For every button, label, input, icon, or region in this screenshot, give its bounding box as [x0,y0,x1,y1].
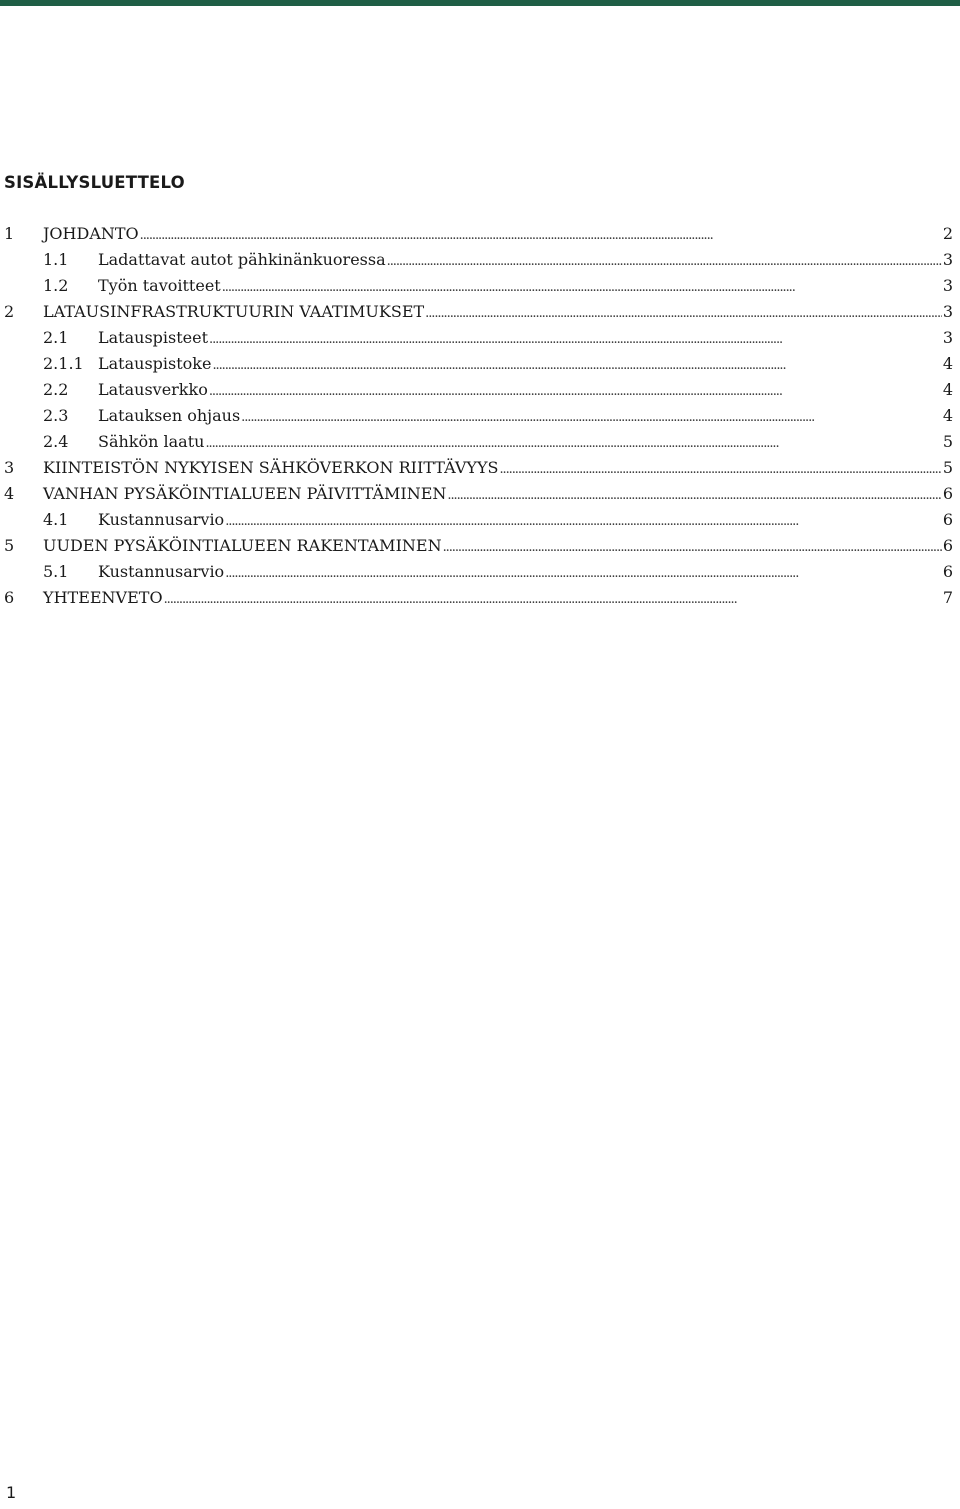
toc-entry-number: 5.1 [43,562,69,581]
toc-dot-leader [212,353,941,379]
toc-entry-line [43,455,953,483]
toc-entry-title: JOHDANTO [43,224,139,243]
toc-dot-leader [225,509,942,535]
toc-entry-line [98,351,953,379]
toc-entry-title: LATAUSINFRASTRUKTUURIN VAATIMUKSET [43,302,425,321]
toc-entry-title: Latauspistoke [98,354,212,373]
toc-entry-page: 3 [942,328,953,347]
toc-entry-number: 3 [4,458,15,477]
toc-entry[interactable] [0,377,960,403]
toc-heading: SISÄLLYSLUETTELO [4,173,185,192]
toc-entry-title: UUDEN PYSÄKÖINTIALUEEN RAKENTAMINEN [43,536,442,555]
toc-entry[interactable] [0,455,960,481]
toc-entry[interactable] [0,559,960,585]
toc-dot-leader [241,405,942,431]
toc-entry[interactable] [0,351,960,377]
toc-entry-page: 6 [942,510,953,529]
toc-entry-line [98,559,953,587]
toc-entry[interactable] [0,429,960,455]
toc-entry-page: 4 [942,354,953,373]
toc-entry[interactable] [0,507,960,533]
toc-entry-number: 2.3 [43,406,69,425]
toc-entry-number: 1 [4,224,15,243]
toc-entry-line [98,273,953,301]
toc-entry-title: Kustannusarvio [98,562,225,581]
toc-entry-title: Kustannusarvio [98,510,225,529]
toc-entry-number: 6 [4,588,15,607]
toc-entry-page: 3 [942,276,953,295]
toc-entry-page: 4 [942,380,953,399]
toc-entry-title: Työn tavoitteet [98,276,221,295]
toc-dot-leader [209,379,942,405]
toc-entry-page: 3 [942,302,953,321]
toc-entry-line [98,429,953,457]
toc-entry-line [98,377,953,405]
toc-entry-page: 6 [942,484,953,503]
toc-dot-leader [205,431,941,457]
table-of-contents [0,221,960,611]
toc-entry-page: 5 [942,432,953,451]
toc-entry-number: 2.2 [43,380,69,399]
toc-entry[interactable] [0,221,960,247]
toc-entry-number: 2.1.1 [43,354,84,373]
toc-entry-title: Latauspisteet [98,328,209,347]
toc-dot-leader [425,301,942,327]
toc-dot-leader [222,275,942,301]
toc-entry-number: 1.1 [43,250,69,269]
toc-entry-number: 5 [4,536,15,555]
toc-dot-leader [447,483,941,509]
toc-entry[interactable] [0,403,960,429]
toc-dot-leader [164,587,942,613]
toc-dot-leader [443,535,942,561]
toc-entry-line [43,585,953,613]
toc-entry-number: 2 [4,302,15,321]
toc-entry-number: 2.4 [43,432,69,451]
toc-entry-number: 1.2 [43,276,69,295]
toc-dot-leader [387,249,942,275]
toc-entry-title: Latausverkko [98,380,208,399]
toc-entry-line [98,325,953,353]
toc-entry-line [98,247,953,275]
toc-entry-number: 2.1 [43,328,69,347]
toc-entry-title: YHTEENVETO [43,588,163,607]
toc-entry-line [98,507,953,535]
toc-dot-leader [225,561,942,587]
toc-entry[interactable] [0,299,960,325]
toc-entry-line [98,403,953,431]
toc-entry-page: 5 [942,458,953,477]
toc-entry-page: 4 [942,406,953,425]
toc-entry-page: 6 [942,536,953,555]
toc-entry-page: 3 [942,250,953,269]
top-rule [0,0,960,6]
toc-entry[interactable] [0,325,960,351]
toc-entry-page: 6 [942,562,953,581]
toc-entry-title: Ladattavat autot pähkinänkuoressa [98,250,386,269]
toc-entry-page: 7 [942,588,953,607]
toc-dot-leader [499,457,941,483]
toc-entry-line [43,533,953,561]
toc-entry-line [43,481,953,509]
toc-entry-title: Sähkön laatu [98,432,205,451]
toc-entry-title: VANHAN PYSÄKÖINTIALUEEN PÄIVITTÄMINEN [43,484,447,503]
toc-entry[interactable] [0,273,960,299]
toc-dot-leader [209,327,942,353]
toc-entry[interactable] [0,481,960,507]
toc-entry-page: 2 [942,224,953,243]
toc-dot-leader [140,223,942,249]
toc-entry[interactable] [0,533,960,559]
toc-entry[interactable] [0,247,960,273]
toc-entry[interactable] [0,585,960,611]
toc-entry-title: Latauksen ohjaus [98,406,241,425]
toc-entry-line [43,299,953,327]
toc-entry-number: 4 [4,484,15,503]
toc-entry-number: 4.1 [43,510,69,529]
toc-entry-line [43,221,953,249]
toc-entry-title: KIINTEISTÖN NYKYISEN SÄHKÖVERKON RIITTÄVYYS [43,458,499,477]
page-number: 1 [6,1483,17,1502]
